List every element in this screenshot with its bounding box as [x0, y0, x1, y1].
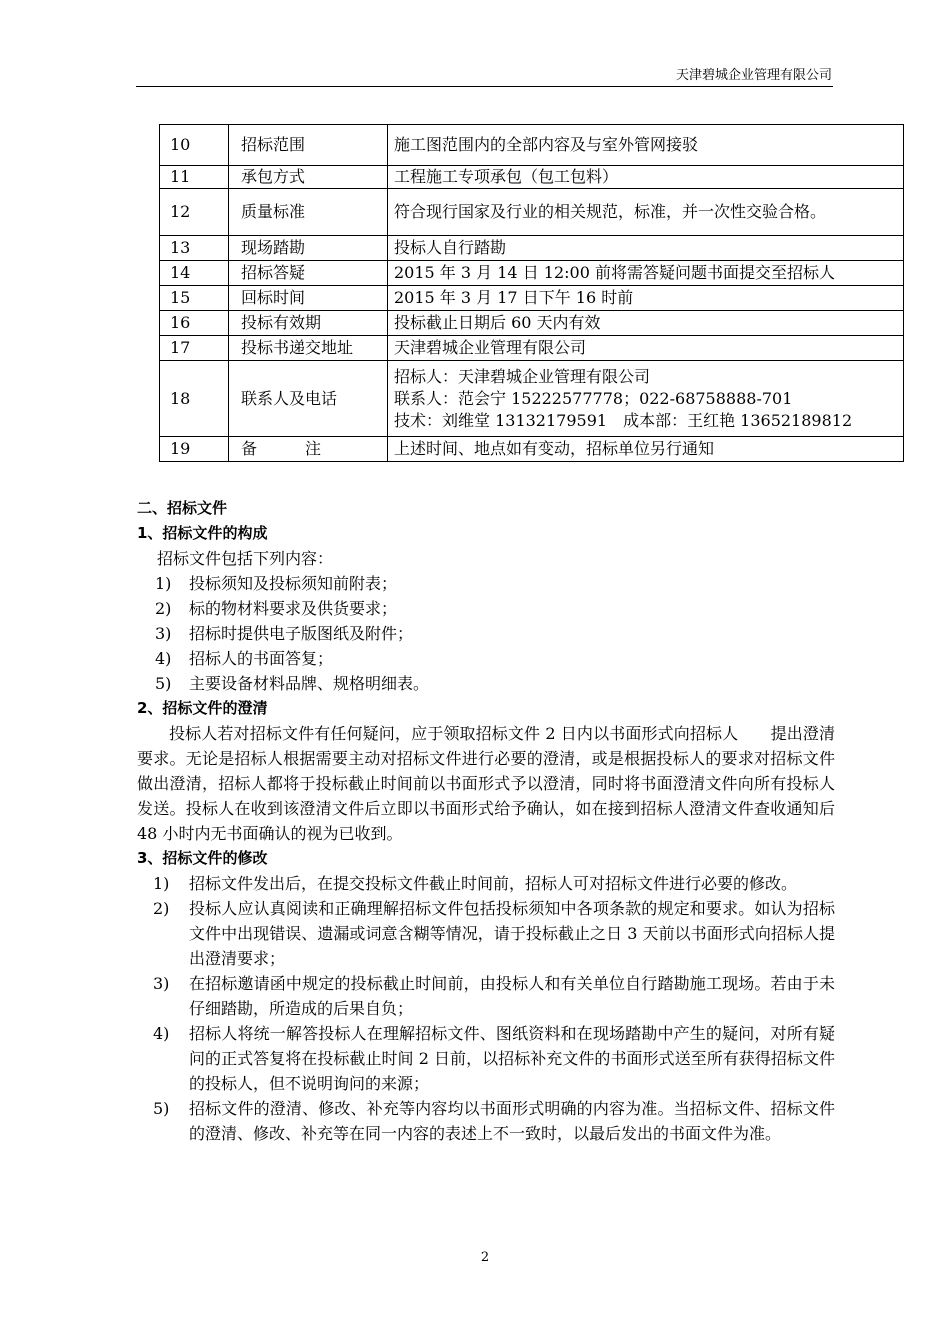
row-content [388, 336, 904, 361]
item-number: 3) [153, 974, 170, 993]
row-item: 质量标准 [229, 189, 388, 236]
list-item [137, 596, 835, 621]
item-number: 5) [155, 674, 172, 693]
content-line: 招标人：天津碧城企业管理有限公司 [394, 366, 651, 386]
list-item [153, 896, 835, 971]
row-number: 11 [160, 166, 229, 189]
row-item: 回标时间 [229, 286, 388, 311]
item-text: 招标人将统一解答投标人在理解招标文件、图纸资料和在现场踏勘中产生的疑问，对所有疑问的正式答复将在投标截止时间 2 日前，以招标补充文件的书面形式送至所有获得招标文件的投标人，但不说明询问的来源； [189, 1024, 835, 1093]
item-text: 招标时提供电子版图纸及附件； [189, 624, 414, 643]
item-text: 投标人应认真阅读和正确理解招标文件包括投标须知中各项条款的规定和要求。如认为招标文件中出现错误、遗漏或词意含糊等情况，请于投标截止之日 3 天前以书面形式向招标人提出澄清要求； [189, 899, 835, 968]
table-row [160, 361, 904, 437]
table-row [160, 437, 904, 462]
content-line: 2015 年 3 月 17 日下午 16 时前 [394, 288, 634, 307]
row-item: 招标答疑 [229, 261, 388, 286]
item-text: 招标文件的澄清、修改、补充等内容均以书面形式明确的内容为准。当招标文件、招标文件的澄清、修改、补充等在同一内容的表述上不一致时，以最后发出的书面文件为准。 [189, 1099, 835, 1143]
content-line: 天津碧城企业管理有限公司 [394, 338, 587, 357]
item-number: 4) [155, 649, 172, 668]
item-text: 主要设备材料品牌、规格明细表。 [189, 674, 430, 693]
subsection-title-3: 3、招标文件的修改 [137, 849, 268, 867]
row-content [388, 261, 904, 286]
clarification-paragraph: 投标人若对招标文件有任何疑问，应于领取招标文件 2 日内以书面形式向招标人 提出澄清要求。无论是招标人根据需要主动对招标文件进行必要的澄清，或是根据投标人的要求对招标文件做出澄清，招标人都将于投标截止时间前以书面形式予以澄清，同时将书面澄清文件向所有投标人发送。投标人在收到该澄清文件后立即以书面形式给予确认，如在接到招标人澄清文件查收通知后 48 小时内无书面确认的视为已收到。 [137, 724, 835, 843]
content-line: 技术：刘维堂 13132179591 成本部：王红艳 13652189812 [394, 410, 853, 430]
row-item: 投标有效期 [229, 311, 388, 336]
list-item [153, 971, 835, 1021]
list-item [137, 621, 835, 646]
row-item: 投标书递交地址 [229, 336, 388, 361]
subsection-title-2: 2、招标文件的澄清 [137, 699, 268, 717]
content-line: 上述时间、地点如有变动，招标单位另行通知 [394, 439, 715, 458]
content-line: 投标截止日期后 60 天内有效 [394, 313, 601, 332]
document-body [137, 496, 835, 1146]
row-number: 15 [160, 286, 229, 311]
row-number: 12 [160, 189, 229, 236]
table-row [160, 189, 904, 236]
content-line: 工程施工专项承包（包工包料） [394, 167, 619, 186]
row-content [388, 437, 904, 462]
table-row [160, 261, 904, 286]
item-number: 5) [153, 1099, 170, 1118]
row-content [388, 361, 904, 437]
table-row [160, 125, 904, 166]
list-item [137, 571, 835, 596]
content-line: 投标人自行踏勘 [394, 238, 507, 257]
item-number: 1) [155, 574, 172, 593]
tender-info-table [159, 124, 904, 462]
item-number: 1) [153, 874, 170, 893]
subsection-title-1: 1、招标文件的构成 [137, 524, 268, 542]
item-text: 标的物材料要求及供货要求； [189, 599, 398, 618]
item-number: 2) [153, 899, 170, 918]
item-number: 4) [153, 1024, 170, 1043]
table-row [160, 236, 904, 261]
intro-text: 招标文件包括下列内容： [157, 549, 334, 568]
content-line: 施工图范围内的全部内容及与室外管网接驳 [394, 135, 699, 154]
content-line: 符合现行国家及行业的相关规范，标准，并一次性交验合格。 [394, 202, 827, 221]
row-number: 18 [160, 361, 229, 437]
header-rule [136, 86, 833, 87]
item-text: 在招标邀请函中规定的投标截止时间前，由投标人和有关单位自行踏勘施工现场。若由于未仔细踏勘，所造成的后果自负； [189, 974, 835, 1018]
row-content [388, 236, 904, 261]
section-title: 二、招标文件 [137, 499, 228, 517]
table-row [160, 336, 904, 361]
row-number: 17 [160, 336, 229, 361]
modification-list [137, 871, 835, 1146]
row-content [388, 125, 904, 166]
row-number: 10 [160, 125, 229, 166]
list-item [153, 871, 835, 896]
row-number: 16 [160, 311, 229, 336]
item-number: 2) [155, 599, 172, 618]
row-content [388, 189, 904, 236]
table-row [160, 311, 904, 336]
item-text: 招标文件发出后，在提交投标文件截止时间前，招标人可对招标文件进行必要的修改。 [189, 874, 798, 893]
list-item [137, 646, 835, 671]
list-item [153, 1096, 835, 1146]
item-text: 招标人的书面答复； [189, 649, 334, 668]
table-row [160, 166, 904, 189]
row-item: 联系人及电话 [229, 361, 388, 437]
row-item: 承包方式 [229, 166, 388, 189]
list-item [153, 1021, 835, 1096]
content-line: 联系人：范会宁 15222577778；022-68758888-701 [394, 388, 793, 408]
row-content [388, 286, 904, 311]
content-line: 2015 年 3 月 14 日 12:00 前将需答疑问题书面提交至招标人 [394, 263, 835, 282]
header-company: 天津碧城企业管理有限公司 [675, 68, 832, 83]
row-item: 招标范围 [229, 125, 388, 166]
row-item: 备 注 [229, 437, 388, 462]
composition-list [137, 571, 835, 696]
row-item: 现场踏勘 [229, 236, 388, 261]
row-number: 19 [160, 437, 229, 462]
item-text: 投标须知及投标须知前附表； [189, 574, 398, 593]
item-number: 3) [155, 624, 172, 643]
row-content [388, 311, 904, 336]
row-content [388, 166, 904, 189]
page-number: 2 [480, 1250, 490, 1265]
table-row [160, 286, 904, 311]
row-number: 14 [160, 261, 229, 286]
row-number: 13 [160, 236, 229, 261]
list-item [137, 671, 835, 696]
